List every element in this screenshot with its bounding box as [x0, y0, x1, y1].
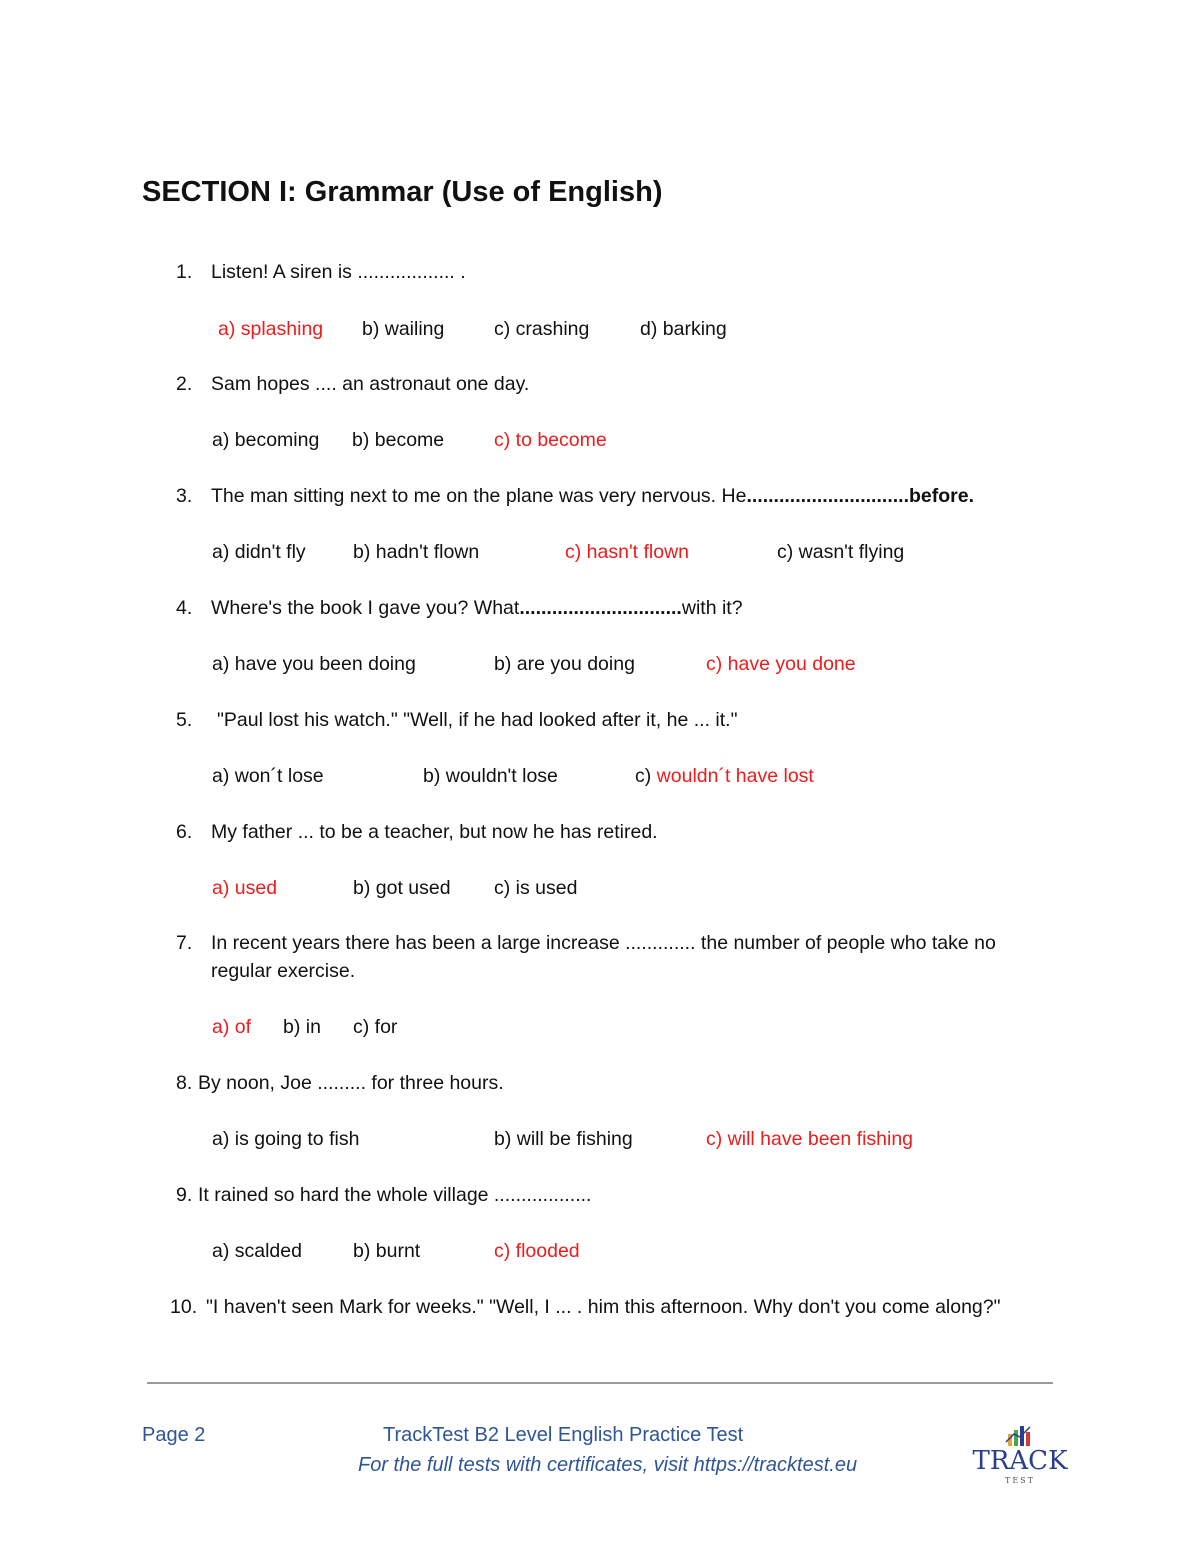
- logo-wordmark: TRACK: [972, 1446, 1068, 1476]
- question-number: 6.: [176, 821, 193, 843]
- option-a: a) have you been doing: [212, 653, 416, 675]
- option-a: a) used: [212, 877, 278, 899]
- question-7-line-2: regular exercise.: [211, 960, 356, 982]
- tracktest-logo: [970, 1424, 1070, 1492]
- question-text: The man sitting next to me on the plane was very nervous. He..............................before.: [211, 485, 974, 507]
- option-c: c) is used: [494, 877, 578, 899]
- option-a: a) is going to fish: [212, 1128, 360, 1150]
- question-number: 2.: [176, 373, 193, 395]
- question-number: 4.: [176, 597, 193, 619]
- footer-title: TrackTest B2 Level English Practice Test: [383, 1424, 744, 1446]
- option-c: c) have you done: [706, 653, 856, 675]
- question-number: 10.: [170, 1296, 198, 1318]
- question-number: 8.: [176, 1072, 193, 1094]
- option-c: c) for: [353, 1016, 398, 1038]
- page-number: Page 2: [142, 1424, 206, 1446]
- question-number: 3.: [176, 485, 193, 507]
- option-c: c) crashing: [494, 318, 590, 340]
- option-a: a) didn't fly: [212, 541, 306, 563]
- question-number: 7.: [176, 932, 193, 954]
- question-text: "Paul lost his watch." "Well, if he had looked after it, he ... it.": [217, 709, 738, 731]
- question-text: It rained so hard the whole village ..................: [198, 1184, 592, 1206]
- bar-chart-icon: [970, 1424, 1070, 1448]
- question-text: Where's the book I gave you? What..............................with it?: [211, 597, 743, 619]
- option-b: b) wailing: [362, 318, 445, 340]
- option-b: b) wouldn't lose: [423, 765, 558, 787]
- option-c: c) to become: [494, 429, 607, 451]
- logo-subtext: TEST: [1005, 1476, 1035, 1485]
- option-a: a) splashing: [218, 318, 324, 340]
- option-c: c) flooded: [494, 1240, 580, 1262]
- question-text: Sam hopes .... an astronaut one day.: [211, 373, 530, 395]
- section-title: SECTION I: Grammar (Use of English): [142, 176, 663, 208]
- option-b: b) are you doing: [494, 653, 635, 675]
- question-number: 1.: [176, 261, 193, 283]
- option-d: c) wasn't flying: [777, 541, 905, 563]
- question-text: In recent years there has been a large increase ............. the number of people who take no: [211, 932, 996, 954]
- option-c: c) wouldn´t have lost: [635, 765, 814, 787]
- question-number: 5.: [176, 709, 193, 731]
- option-a: a) of: [212, 1016, 252, 1038]
- option-b: b) got used: [353, 877, 451, 899]
- option-b: b) hadn't flown: [353, 541, 480, 563]
- option-b: b) burnt: [353, 1240, 421, 1262]
- question-text: Listen! A siren is .................. .: [211, 261, 466, 283]
- option-a: a) scalded: [212, 1240, 302, 1262]
- question-text: My father ... to be a teacher, but now he has retired.: [211, 821, 658, 843]
- footer-link-text[interactable]: For the full tests with certificates, visit https://tracktest.eu: [358, 1454, 858, 1476]
- option-a: a) becoming: [212, 429, 320, 451]
- option-b: b) will be fishing: [494, 1128, 633, 1150]
- option-b: b) in: [283, 1016, 321, 1038]
- option-d: d) barking: [640, 318, 727, 340]
- question-text: "I haven't seen Mark for weeks." "Well, I ... . him this afternoon. Why don't you come along?": [206, 1296, 1001, 1318]
- option-c: c) hasn't flown: [565, 541, 690, 563]
- option-a: a) won´t lose: [212, 765, 324, 787]
- question-text: By noon, Joe ......... for three hours.: [198, 1072, 504, 1094]
- option-b: b) become: [352, 429, 445, 451]
- footer-divider: [147, 1382, 1053, 1384]
- option-c: c) will have been fishing: [706, 1128, 914, 1150]
- question-number: 9.: [176, 1184, 193, 1206]
